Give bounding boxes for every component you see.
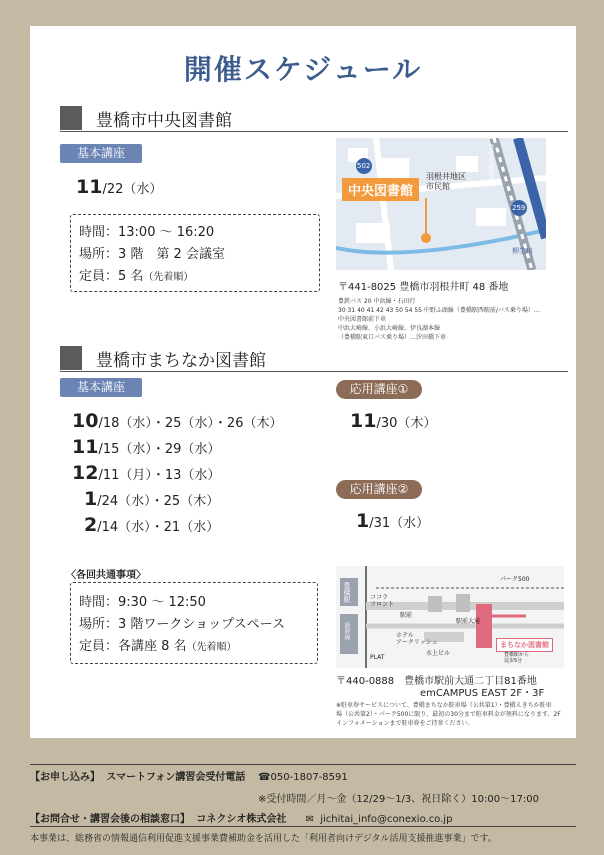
heading-square-icon: [60, 106, 82, 130]
central-map-tram: 豊橋鉄道渥美線: [487, 144, 494, 186]
parking-note-2: 場（公共第2）・パーク500に限り、最初の30分まで駐車料金が無料になります。2F: [336, 711, 561, 718]
road-259-label: 259: [512, 204, 526, 212]
machinaka-capacity: 定員：各講座 8 名（先着順）: [79, 639, 237, 654]
hotel-label: ホテル アークリッシュ: [396, 632, 438, 646]
machinaka-library-name: 豊橋市まちなか図書館: [96, 351, 266, 371]
machinaka-map: [336, 566, 564, 668]
central-time: 時間：13:00 〜 16:20: [79, 225, 215, 240]
central-bus-line-2: 30 31 40 41 42 43 50 54 55 中野ふ頭線（豊橋駅西駅前/バス乗り場）…: [338, 307, 540, 314]
advanced-1-date: 11/30（木）: [350, 410, 437, 432]
machinaka-basic-badge: 基本講座: [60, 378, 142, 397]
machinaka-date-2: 11/15（水）・29（水）: [72, 436, 221, 458]
central-map-district: 羽根井地区 市民館: [426, 172, 466, 191]
walk-label: 豊橋駅から 徒歩5分: [504, 652, 530, 664]
central-bus-line-3: 中央図書館前下車: [338, 316, 387, 323]
footer-divider: [30, 764, 576, 765]
central-bus-line-1: 豊鉄バス 20 中浜線・石田行: [338, 298, 416, 305]
machinaka-date-4: 1/24（水）・25（木）: [84, 488, 220, 510]
cocolo-label: ココラ フロント: [370, 594, 395, 608]
heading-square-icon: [60, 346, 82, 370]
central-map: [336, 138, 546, 270]
footer-divider-2: [30, 826, 576, 827]
parking-note-3: インフォメーションまで駐車券をご持参ください。: [336, 720, 474, 727]
machinaka-place: 場所：3 階ワークショップスペース: [79, 617, 285, 632]
machinaka-map-label: まちなか図書館: [496, 638, 553, 652]
page-title: 開催スケジュール: [183, 53, 423, 86]
ekimae-label: 駅前: [400, 612, 413, 619]
machinaka-address-2: emCAMPUS EAST 2F・3F: [420, 688, 545, 699]
central-place: 場所：3 階 第 2 会議室: [79, 247, 225, 262]
central-library-name: 豊橋市中央図書館: [96, 111, 232, 131]
central-bus-line-5: （豊橋駅東口バス乗り場）…汐田橋下車: [338, 334, 447, 341]
plat-label: PLAT: [370, 654, 385, 661]
central-map-river: 柳生川: [512, 247, 533, 255]
road-502-label: 502: [357, 162, 371, 170]
central-address: 〒441-8025 豊橋市羽根井町 48 番地: [338, 282, 509, 293]
central-bus-line-4: 中浜大崎線、小浜大崎線、伊良湖本線: [338, 325, 441, 332]
machinaka-time: 時間：9:30 〜 12:50: [79, 595, 206, 610]
contact-row: 【お問合せ・講習会後の相談窓口】 コネクシオ株式会社 ✉ jichitai_info@conexio.co.jp: [30, 814, 453, 825]
central-library-heading: [60, 104, 568, 132]
station-label: 豊橋駅: [343, 582, 351, 603]
machinaka-date-5: 2/14（水）・21（水）: [84, 514, 220, 536]
common-info-title: 〈各回共通事項〉: [66, 570, 146, 581]
machinaka-details-box: [70, 582, 318, 664]
machinaka-date-1: 10/18（水）・25（水）・26（木）: [72, 410, 283, 432]
shinkansen-label: 新幹線: [343, 622, 350, 640]
machinaka-library-heading: [60, 344, 568, 372]
ekimae-odori-label: 駅前大通: [456, 618, 481, 625]
advanced-1-badge: 応用講座①: [336, 380, 422, 399]
advanced-2-badge: 応用講座②: [336, 480, 422, 499]
park500-label: パーク500: [500, 576, 530, 583]
central-details-box: [70, 214, 320, 292]
central-map-label: 中央図書館: [342, 178, 419, 201]
machinaka-date-3: 12/11（月）・13（水）: [72, 462, 221, 484]
content-panel: [30, 26, 576, 738]
phone-number: ☎050-1807-8591: [258, 772, 348, 783]
subsidy-note: 本事業は、総務省の情報通信利用促進支援事業費補助金を活用した「利用者向けデジタル活用支援推進事業」です。: [30, 834, 497, 844]
central-basic-badge: 基本講座: [60, 144, 142, 163]
machinaka-address-1: 〒440-0888 豊橋市駅前大通二丁目81番地: [336, 676, 537, 687]
central-capacity: 定員：5 名（先着順）: [79, 269, 194, 284]
advanced-2-date: 1/31（水）: [356, 510, 430, 532]
reception-hours: ※受付時間／月〜金（12/29〜1/3、祝日除く）10:00〜17:00: [258, 794, 539, 805]
mail-icon: ✉: [305, 814, 314, 825]
mizuue-label: 水上ビル: [426, 650, 451, 657]
apply-row: 【お申し込み】 スマートフォン講習会受付電話 ☎050-1807-8591: [30, 772, 348, 783]
parking-note-1: ※駐車券サービスについて、豊橋まちなか駐車場（公共第1）・豊橋えきちか駐車: [336, 702, 552, 709]
central-date: 11/22（水）: [76, 176, 163, 198]
contact-email[interactable]: jichitai_info@conexio.co.jp: [320, 814, 453, 825]
